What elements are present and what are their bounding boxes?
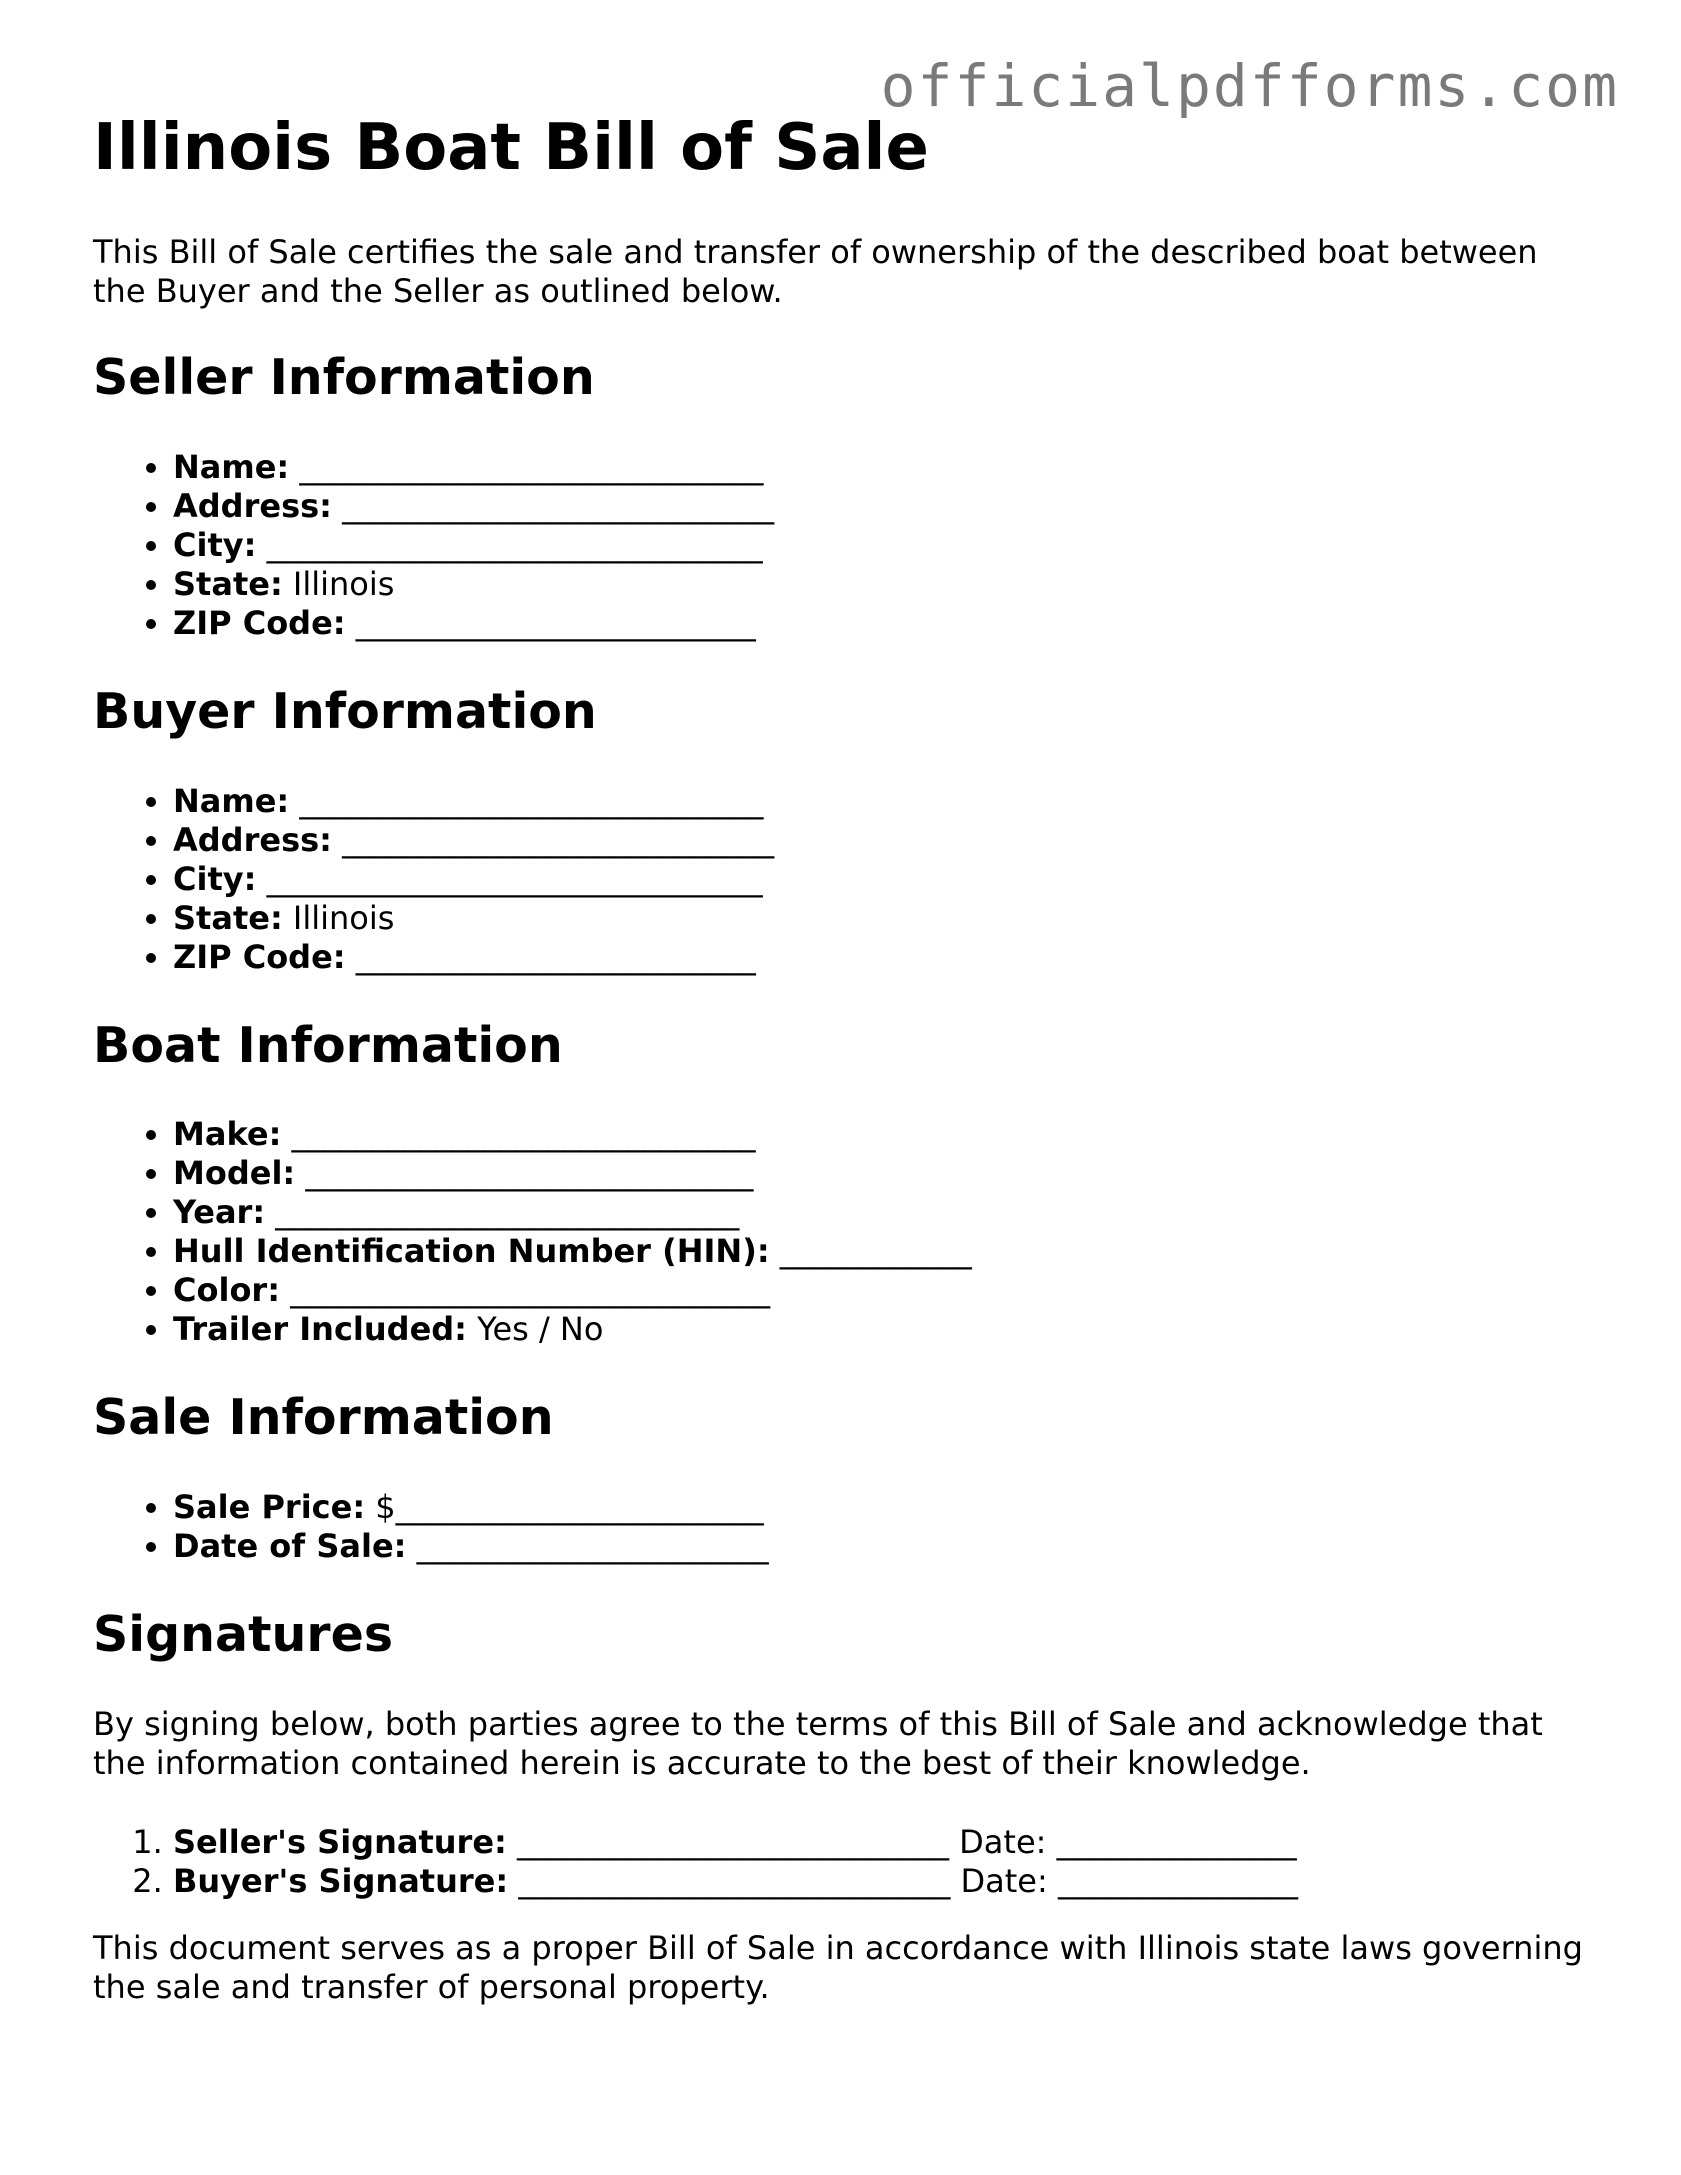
buyer-list: [93, 782, 1593, 977]
field-label: ZIP Code:: [173, 603, 346, 642]
boat-make-field[interactable]: _____________________________: [281, 1115, 756, 1154]
boat-heading: Boat Information: [93, 1016, 563, 1074]
watermark: officialpdfforms.com: [880, 52, 1619, 120]
buyer-address-item: [173, 821, 1593, 860]
boat-year-field[interactable]: _____________________________: [265, 1193, 740, 1232]
boat-model-item: [173, 1154, 1593, 1193]
field-label: Buyer's Signature:: [173, 1861, 509, 1900]
buyer-address-field[interactable]: ___________________________: [331, 820, 775, 859]
field-label: Name:: [173, 781, 290, 820]
sale-price-field[interactable]: $_______________________: [365, 1488, 764, 1527]
buyer-name-field[interactable]: _____________________________: [289, 781, 764, 820]
boat-trailer-choice[interactable]: Yes / No: [466, 1310, 604, 1349]
field-label: Make:: [173, 1115, 282, 1154]
field-label: Color:: [173, 1271, 280, 1310]
seller-city-item: [173, 526, 1593, 565]
sale-heading: Sale Information: [93, 1389, 554, 1447]
buyer-signature-field[interactable]: ___________________________ Date: _______________: [508, 1861, 1298, 1900]
boat-color-field[interactable]: ______________________________: [280, 1271, 771, 1310]
seller-signature-item: [173, 1823, 1593, 1862]
boat-color-item: [173, 1271, 1593, 1310]
sale-price-item: [173, 1488, 1593, 1527]
field-label: Address:: [173, 820, 332, 859]
field-label: Name:: [173, 447, 290, 486]
seller-address-field[interactable]: ___________________________: [331, 486, 775, 525]
buyer-zip-item: [173, 938, 1593, 977]
field-label: City:: [173, 525, 257, 564]
seller-address-item: [173, 487, 1593, 526]
boat-hin-item: [173, 1232, 1593, 1271]
buyer-name-item: [173, 782, 1593, 821]
boat-hin-field[interactable]: ____________: [769, 1232, 972, 1271]
field-label: State:: [173, 898, 283, 937]
boat-year-item: [173, 1193, 1593, 1232]
field-label: City:: [173, 859, 257, 898]
field-label: Address:: [173, 486, 332, 525]
buyer-city-item: [173, 860, 1593, 899]
buyer-state-value: Illinois: [282, 898, 395, 937]
buyer-state-item: [173, 899, 1593, 938]
field-label: Date of Sale:: [173, 1527, 407, 1566]
buyer-heading: Buyer Information: [93, 682, 597, 740]
document-page: [93, 108, 1593, 2007]
boat-trailer-item: [173, 1310, 1593, 1349]
seller-name-item: [173, 448, 1593, 487]
boat-make-item: [173, 1115, 1593, 1154]
seller-list: [93, 448, 1593, 643]
sale-list: [93, 1488, 1593, 1566]
seller-heading: Seller Information: [93, 349, 595, 406]
boat-list: [93, 1115, 1593, 1349]
field-label: ZIP Code:: [173, 937, 346, 976]
field-label: Year:: [173, 1193, 266, 1232]
seller-state-value: Illinois: [282, 564, 395, 603]
field-label: Hull Identification Number (HIN):: [173, 1232, 770, 1271]
seller-city-field[interactable]: _______________________________: [256, 525, 763, 564]
field-label: Trailer Included:: [173, 1310, 467, 1349]
seller-state-item: [173, 565, 1593, 604]
seller-zip-field[interactable]: _________________________: [345, 603, 756, 642]
field-label: Sale Price:: [173, 1488, 366, 1527]
field-label: State:: [173, 564, 283, 603]
seller-zip-item: [173, 604, 1593, 643]
buyer-zip-field[interactable]: _________________________: [345, 937, 756, 976]
signatures-heading: Signatures: [93, 1606, 393, 1664]
signatures-intro: By signing below, both parties agree to the terms of this Bill of Sale and acknowledge that the information contained herein is accurate to the best of their knowledge.: [93, 1704, 1543, 1782]
sale-date-item: [173, 1527, 1593, 1566]
intro-paragraph: This Bill of Sale certifies the sale and transfer of ownership of the described boat between the Buyer and the Seller as outlined below.: [93, 233, 1538, 310]
sale-date-field[interactable]: ______________________: [406, 1527, 769, 1566]
buyer-city-field[interactable]: _______________________________: [256, 859, 763, 898]
seller-signature-field[interactable]: ___________________________ Date: _______________: [506, 1822, 1297, 1861]
closing-paragraph: This document serves as a proper Bill of Sale in accordance with Illinois state laws governing the sale and transfer of personal property.: [93, 1928, 1583, 2006]
boat-model-field[interactable]: ____________________________: [295, 1154, 754, 1193]
signatures-list: [93, 1823, 1593, 1901]
buyer-signature-item: [173, 1862, 1593, 1901]
seller-name-field[interactable]: _____________________________: [289, 447, 764, 486]
field-label: Seller's Signature:: [173, 1822, 507, 1861]
field-label: Model:: [173, 1154, 296, 1193]
page-title: Illinois Boat Bill of Sale: [93, 111, 929, 185]
